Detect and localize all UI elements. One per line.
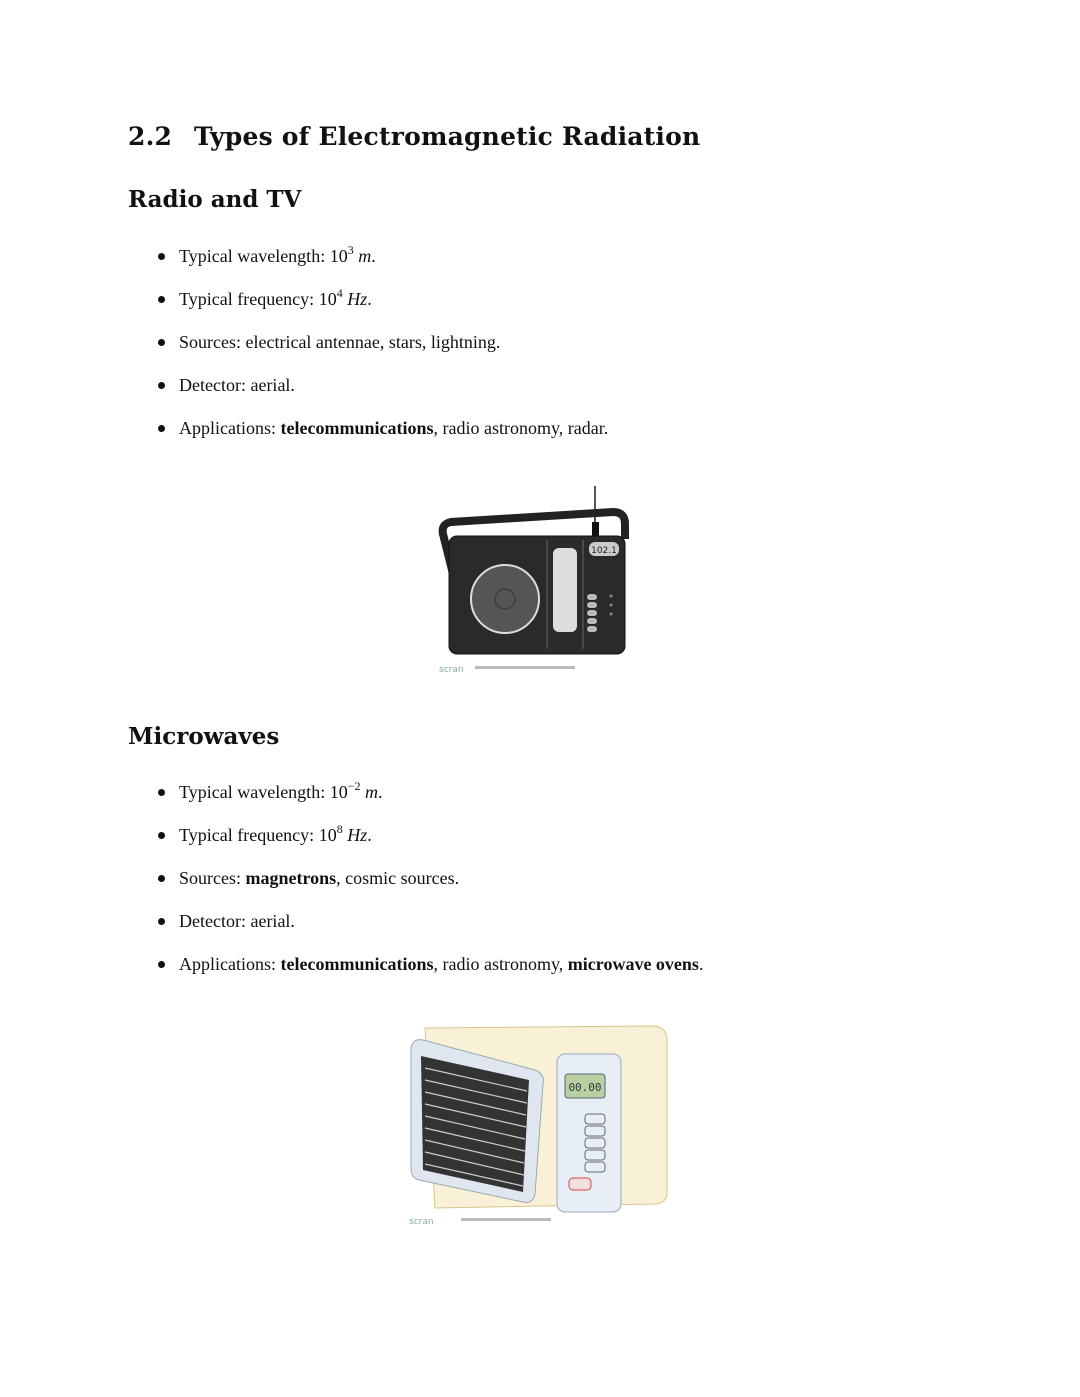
list-item: Typical wavelength: $10^3$ m. <box>158 244 608 287</box>
list-item: Typical frequency: $10^8$ Hz. <box>158 823 703 866</box>
svg-text:102.1: 102.1 <box>591 546 617 556</box>
section-number: 2.2 <box>128 122 173 151</box>
list-item: Detector: aerial. <box>158 373 608 416</box>
svg-text:00.00: 00.00 <box>568 1081 602 1094</box>
list-item: Sources: magnetrons, cosmic sources. <box>158 866 703 909</box>
svg-text:scran: scran <box>439 665 464 675</box>
list-item: Applications: telecommunications, radio astronomy, radar. <box>158 416 608 459</box>
radio-image <box>435 484 645 676</box>
microwaves-list <box>158 780 703 995</box>
microwave-image <box>405 1018 673 1228</box>
radio-heading: Radio and TV <box>128 186 302 213</box>
list-item: Typical frequency: $10^4$ Hz. <box>158 287 608 330</box>
list-item: Applications: telecommunications, radio astronomy, microwave ovens. <box>158 952 703 995</box>
list-item: Typical wavelength: $10^{-2}$ m. <box>158 780 703 823</box>
section-title <box>128 122 700 151</box>
microwaves-heading: Microwaves <box>128 723 280 750</box>
section-title-text: Types of Electromagnetic Radiation <box>194 122 701 151</box>
list-item: Sources: electrical antennae, stars, lightning. <box>158 330 608 373</box>
list-item: Detector: aerial. <box>158 909 703 952</box>
svg-text:scran: scran <box>409 1217 434 1227</box>
radio-list <box>158 244 608 459</box>
